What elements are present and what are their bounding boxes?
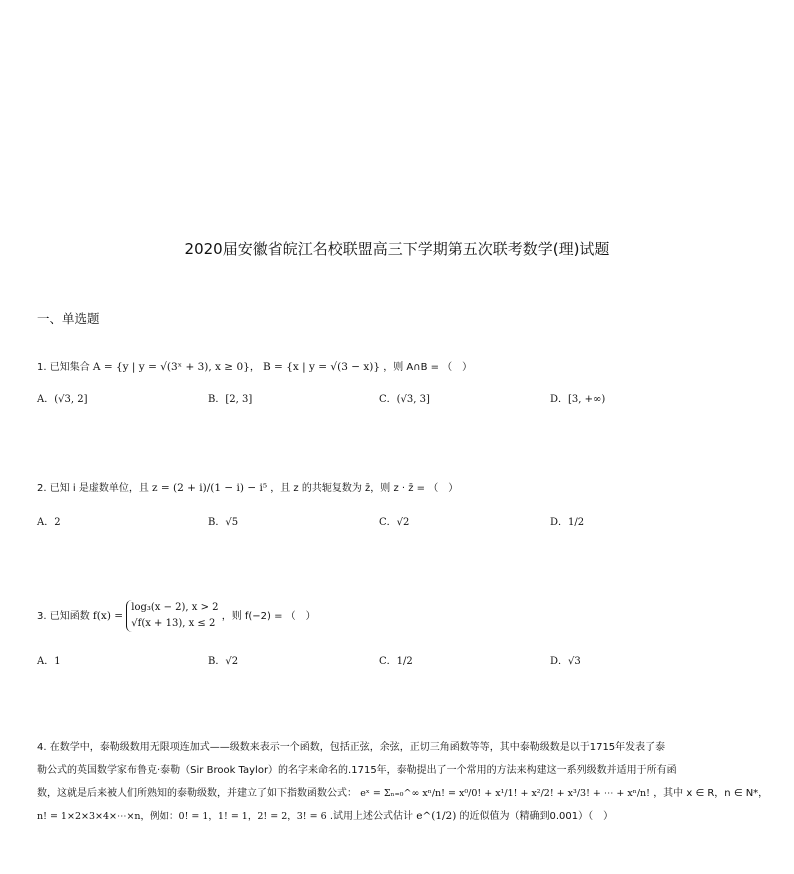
q3-case-2: √f(x + 13), x ≤ 2 [131,618,216,629]
q2-lead: 2. 已知 i 是虚数单位，且 [37,483,149,494]
q4-line-2: 勒公式的英国数学家布鲁克·泰勒（Sir Brook Taylor）的名字来命名的.1715年，泰勒提出了一个常用的方法来构建这一系列级数并适用于所有函 [37,765,677,776]
section-heading: 一、单选题 [37,311,100,326]
q3-lead: 3. 已知函数 [37,611,90,622]
q2-expression: z = (2 + i)/(1 − i) − i⁵ [152,482,268,494]
q3-piecewise [126,600,218,632]
q3-option-c: C．1/2 [379,656,413,667]
q3-option-d: D．√3 [550,656,581,667]
q2-option-b: B．√5 [208,517,239,528]
q4-taylor-formula: eˣ = Σₙ₌₀^∞ xⁿ/n! = x⁰/0! + x¹/1! + x²/2! + x³/3! + ⋯ + xⁿ/n! [360,788,650,799]
q2-option-a: A．2 [37,517,61,528]
q3-fx: f(x) = [92,610,124,622]
question-4 [37,736,769,828]
question-1 [37,358,472,373]
q1-option-b: B．[2, 3] [208,394,253,405]
q1-ask: ，则 A∩B = （ ） [383,362,473,373]
q4-line-3a: 数，这就是后来被人们所熟知的泰勒级数，并建立了如下指数函数公式： [37,788,357,799]
page-title: 2020届安徽省皖江名校联盟高三下学期第五次联考数学(理)试题 [184,240,610,258]
q2-option-d: D．1/2 [550,517,585,528]
q4-line-4 [37,805,757,828]
q4-estimate: e^(1/2) [416,810,457,822]
q4-line-4c: 的近似值为（精确到0.001）（ ） [459,811,614,822]
q1-comma: ， [249,362,260,373]
q3-option-a: A．1 [37,656,61,667]
q3-case-1: log₃(x − 2), x > 2 [131,602,219,613]
q4-factorial: n! = 1×2×3×4×⋯×n，例如：0! = 1，1! = 1，2! = 2，3! = 6 [37,811,327,822]
q3-option-b: B．√2 [208,656,239,667]
question-3 [37,600,316,632]
q4-line-3b: ，其中 x ∈ R，n ∈ N*， [653,788,769,799]
q4-line-3 [37,782,769,805]
q2-ask: ，且 z 的共轭复数为 z̄，则 z · z̄ = （ ） [270,483,459,494]
q1-set-b: B = {x | y = √(3 − x)} [263,361,381,373]
q1-option-d: D．[3, +∞) [550,394,606,405]
q2-option-c: C．√2 [379,517,410,528]
q4-line-4b: .试用上述公式估计 [329,811,414,822]
q1-option-c: C．(√3, 3] [379,394,430,405]
q1-option-a: A．(√3, 2] [37,394,88,405]
q1-lead: 1. 已知集合 [37,362,90,373]
q4-line-1: 4. 在数学中，泰勒级数用无限项连加式——级数来表示一个函数，包括正弦，余弦，正切三角函数等等，其中泰勒级数是以于1715年发表了泰 [37,742,666,753]
question-2 [37,479,458,494]
q3-ask: ，则 f(−2) = （ ） [221,611,316,622]
q1-set-a: A = {y | y = √(3ˣ + 3), x ≥ 0} [92,361,250,373]
